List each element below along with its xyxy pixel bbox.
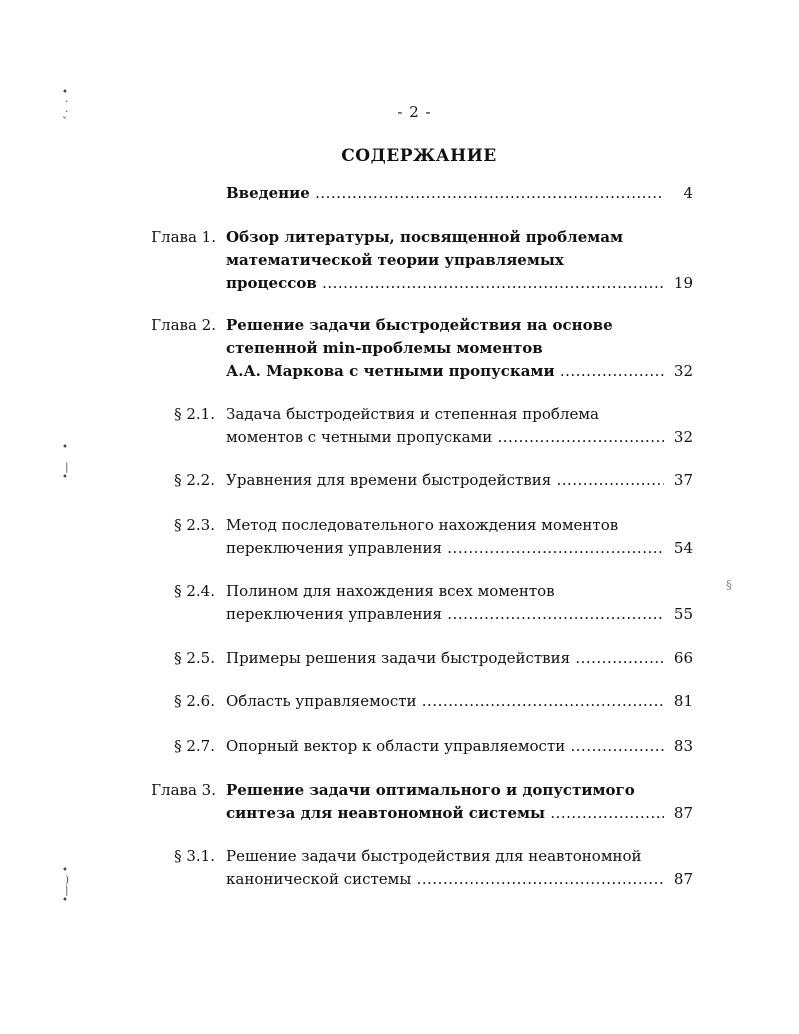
toc-entry-title-line: степенной min-проблемы моментов bbox=[226, 339, 543, 357]
page-number: - 2 - bbox=[397, 103, 432, 121]
toc-entry-label: § 2.1. bbox=[174, 405, 215, 423]
toc-entry-title-line: Решение задачи оптимального и допустимого bbox=[226, 781, 635, 799]
toc-entry-title-line: Уравнения для времени быстродействия ..... bbox=[226, 469, 664, 492]
toc-entry-title-line: процессов ..... bbox=[226, 272, 664, 295]
toc-entry-label: § 2.6. bbox=[174, 692, 215, 710]
toc-entry-title-line: А.А. Маркова с четными пропусками ..... bbox=[226, 360, 664, 383]
toc-entry-title-line: синтеза для неавтономной системы ..... bbox=[226, 802, 664, 825]
toc-entry-page: 81 bbox=[673, 692, 693, 710]
toc-entry-page: 54 bbox=[673, 539, 693, 557]
toc-entry-title-line: Обзор литературы, посвященной проблемам bbox=[226, 228, 624, 246]
toc-entry-title-line: Метод последовательного нахождения моментов bbox=[226, 516, 619, 534]
toc-entry-title-line: Полином для нахождения всех моментов bbox=[226, 582, 555, 600]
toc-entry-page: 87 bbox=[673, 870, 693, 888]
toc-entry-title-line: переключения управления ..... bbox=[226, 603, 664, 626]
toc-entry-title-line: Задача быстродействия и степенная проблема bbox=[226, 405, 599, 423]
toc-entry-label: § 2.5. bbox=[174, 649, 215, 667]
toc-entry-label: Глава 2. bbox=[151, 316, 216, 334]
toc-entry-page: 32 bbox=[673, 362, 693, 380]
toc-entry-title-line: математической теории управляемых bbox=[226, 251, 564, 269]
toc-entry-page: 66 bbox=[673, 649, 693, 667]
toc-entry-title-line: Решение задачи быстродействия на основе bbox=[226, 316, 613, 334]
toc-entry-title-line: Опорный вектор к области управляемости ..... bbox=[226, 735, 664, 758]
toc-entry-title-line: канонической системы ..... bbox=[226, 868, 664, 891]
toc-entry-label: § 2.3. bbox=[174, 516, 215, 534]
page-title: СОДЕРЖАНИЕ bbox=[341, 146, 497, 166]
toc-entry-page: 32 bbox=[673, 428, 693, 446]
toc-entry-title-line: Введение ..... bbox=[226, 182, 664, 205]
toc-entry-page: 4 bbox=[683, 184, 693, 202]
toc-entry-label: § 2.7. bbox=[174, 737, 215, 755]
toc-entry-label: § 2.4. bbox=[174, 582, 215, 600]
toc-entry-label: Глава 1. bbox=[151, 228, 216, 246]
toc-entry-page: 83 bbox=[673, 737, 693, 755]
toc-entry-page: 19 bbox=[673, 274, 693, 292]
binding-mark-top: • · · ˇ bbox=[62, 87, 69, 128]
toc-entry-title-line: переключения управления ..... bbox=[226, 537, 664, 560]
toc-entry-title-line: Примеры решения задачи быстродействия ..... bbox=[226, 647, 664, 670]
binding-mark-middle: • | • bbox=[62, 442, 69, 483]
toc-entry-label: § 3.1. bbox=[174, 847, 215, 865]
toc-entry-title-line: Область управляемости ..... bbox=[226, 690, 664, 713]
toc-entry-label: § 2.2. bbox=[174, 471, 215, 489]
toc-entry-page: 37 bbox=[673, 471, 693, 489]
toc-entry-title-line: моментов с четными пропусками ..... bbox=[226, 426, 664, 449]
toc-entry-label: Глава 3. bbox=[151, 781, 216, 799]
toc-entry-page: 87 bbox=[673, 804, 693, 822]
toc-entry-title-line: Решение задачи быстродействия для неавтономной bbox=[226, 847, 642, 865]
binding-mark-bottom: • ) | • bbox=[62, 865, 70, 906]
scan-speck: § bbox=[726, 578, 732, 592]
toc-entry-page: 55 bbox=[673, 605, 693, 623]
